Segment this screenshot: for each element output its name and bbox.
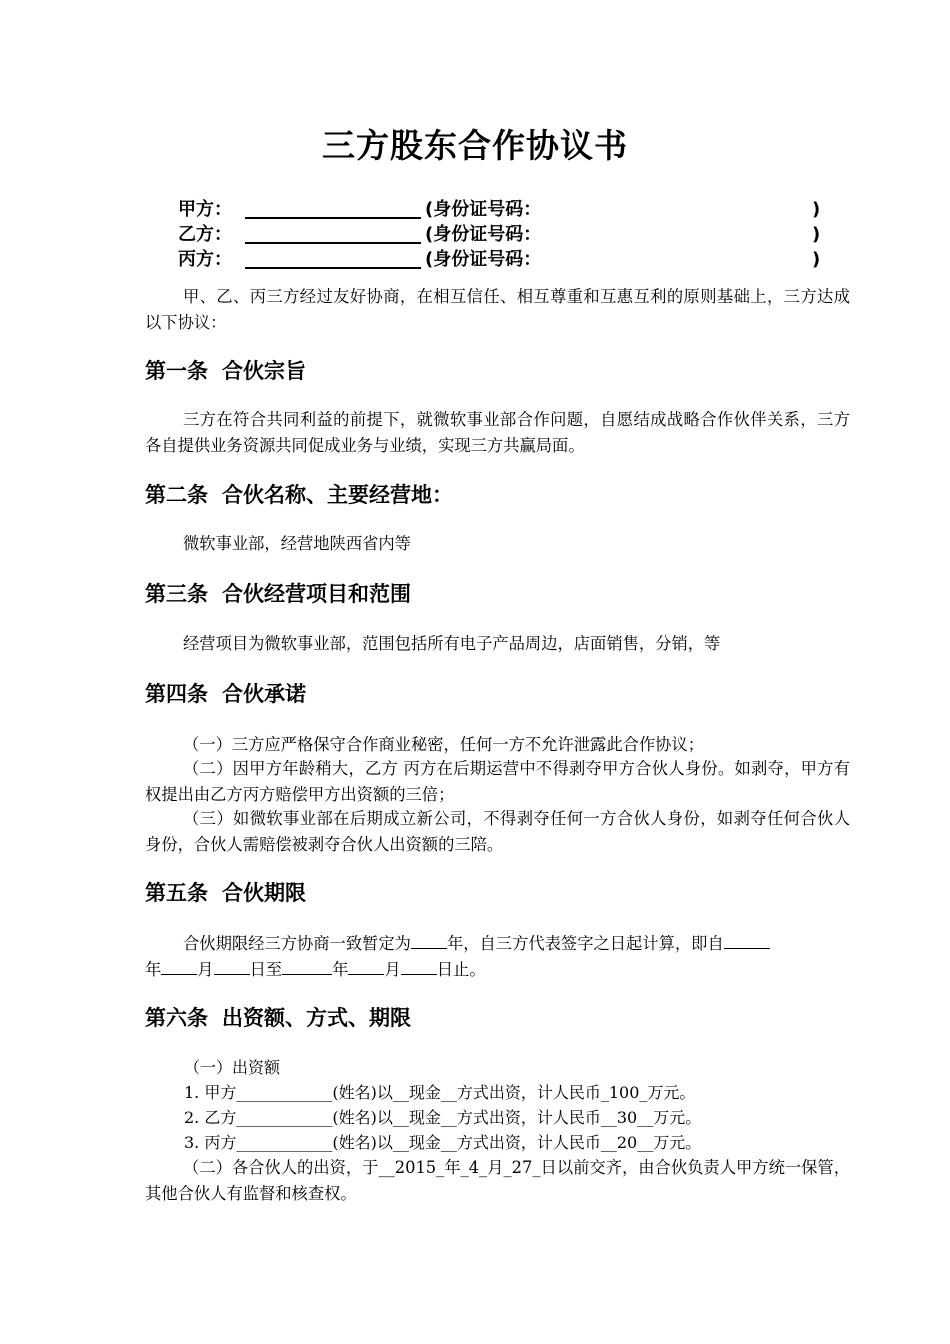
article-2-number: 第二条 xyxy=(145,483,208,507)
contribution-deadline-paragraph: （二）各合伙人的出资，于__2015_年_4_月_27_日以前交齐，由合伙负责人甲方统一保管，其他合伙人有监督和核查权。 xyxy=(145,1158,850,1203)
article-4-title: 合伙承诺 xyxy=(222,682,306,706)
party-a-label: 甲方： xyxy=(178,199,232,220)
article-4-item-1: （一）三方应严格保守合作商业秘密，任何一方不允许泄露此合作协议； xyxy=(183,735,705,754)
term-years-blank[interactable] xyxy=(411,932,447,949)
article-2-body: 微软事业部，经营地陕西省内等 xyxy=(183,534,411,553)
article-6-number: 第六条 xyxy=(145,1006,208,1030)
party-a-id-label: (身份证号码： xyxy=(425,199,542,220)
article-4-heading xyxy=(145,679,850,709)
contribution-line-c: 3. 丙方____________(姓名)以__现金__方式出资，计人民币__20__万元。 xyxy=(184,1133,702,1152)
end-day-blank[interactable] xyxy=(401,958,437,975)
article-4-number: 第四条 xyxy=(145,682,208,706)
article-6-title: 出资额、方式、期限 xyxy=(222,1006,411,1030)
document-title: 三方股东合作协议书 xyxy=(322,126,628,165)
party-b-label: 乙方： xyxy=(178,224,232,245)
contribution-subheading: （一）出资额 xyxy=(184,1058,281,1077)
article-2-heading xyxy=(145,480,850,510)
term-text-8: 日止。 xyxy=(436,960,486,979)
article-3-body: 经营项目为微软事业部，范围包括所有电子产品周边，店面销售，分销，等 xyxy=(183,634,721,653)
start-month-blank[interactable] xyxy=(161,958,197,975)
end-month-blank[interactable] xyxy=(348,958,384,975)
start-year-blank[interactable] xyxy=(724,932,770,949)
article-5-body xyxy=(145,931,850,983)
term-text-4: 月 xyxy=(197,960,214,979)
party-b-line xyxy=(178,222,828,248)
start-day-blank[interactable] xyxy=(214,958,250,975)
contribution-line-b: 2. 乙方____________(姓名)以__现金__方式出资，计人民币__30__万元。 xyxy=(184,1108,702,1127)
article-3-number: 第三条 xyxy=(145,582,208,606)
article-6-heading xyxy=(145,1003,850,1033)
party-a-line xyxy=(178,197,828,223)
party-b-id-close: ) xyxy=(812,224,821,245)
article-1-title: 合伙宗旨 xyxy=(222,359,306,383)
party-c-name-blank[interactable] xyxy=(245,267,421,269)
party-c-id-close: ) xyxy=(812,249,821,270)
party-a-name-blank[interactable] xyxy=(245,217,421,219)
article-1-heading xyxy=(145,356,850,386)
party-b-name-blank[interactable] xyxy=(245,242,421,244)
article-5-number: 第五条 xyxy=(145,881,208,905)
article-1-body: 三方在符合共同利益的前提下，就微软事业部合作问题，自愿结成战略合作伙伴关系，三方各自提供业务资源共同促成业务与业绩，实现三方共赢局面。 xyxy=(145,410,850,455)
end-year-blank[interactable] xyxy=(282,958,332,975)
term-text-5: 日至 xyxy=(249,960,283,979)
article-3-title: 合伙经营项目和范围 xyxy=(222,582,411,606)
party-b-id-label: (身份证号码： xyxy=(425,224,542,245)
term-text-7: 月 xyxy=(384,960,401,979)
contribution-line-a: 1. 甲方____________(姓名)以__现金__方式出资，计人民币_100_万元。 xyxy=(184,1083,696,1102)
party-c-label: 丙方： xyxy=(178,249,232,270)
term-text-1: 合伙期限经三方协商一致暂定为 xyxy=(183,934,411,953)
party-c-line xyxy=(178,247,828,273)
article-4-item-2: （二）因甲方年龄稍大，乙方 丙方在后期运营中不得剥夺甲方合伙人身份。如剥夺，甲方有权提出由乙方丙方赔偿甲方出资额的三倍； xyxy=(145,759,850,804)
intro-paragraph: 甲、乙、丙三方经过友好协商，在相互信任、相互尊重和互惠互利的原则基础上，三方达成以下协议： xyxy=(145,287,850,332)
article-2-title: 合伙名称、主要经营地： xyxy=(222,483,453,507)
article-3-heading xyxy=(145,579,850,609)
article-5-heading xyxy=(145,878,850,908)
party-c-id-label: (身份证号码： xyxy=(425,249,542,270)
term-text-3: 年 xyxy=(145,960,162,979)
article-5-title: 合伙期限 xyxy=(222,881,306,905)
article-4-item-3: （三）如微软事业部在后期成立新公司，不得剥夺任何一方合伙人身份，如剥夺任何合伙人身份，合伙人需赔偿被剥夺合伙人出资额的三陪。 xyxy=(145,809,850,854)
term-text-6: 年 xyxy=(332,960,349,979)
article-1-number: 第一条 xyxy=(145,359,208,383)
term-text-2: 年，自三方代表签字之日起计算，即自 xyxy=(446,934,724,953)
party-a-id-close: ) xyxy=(812,199,821,220)
